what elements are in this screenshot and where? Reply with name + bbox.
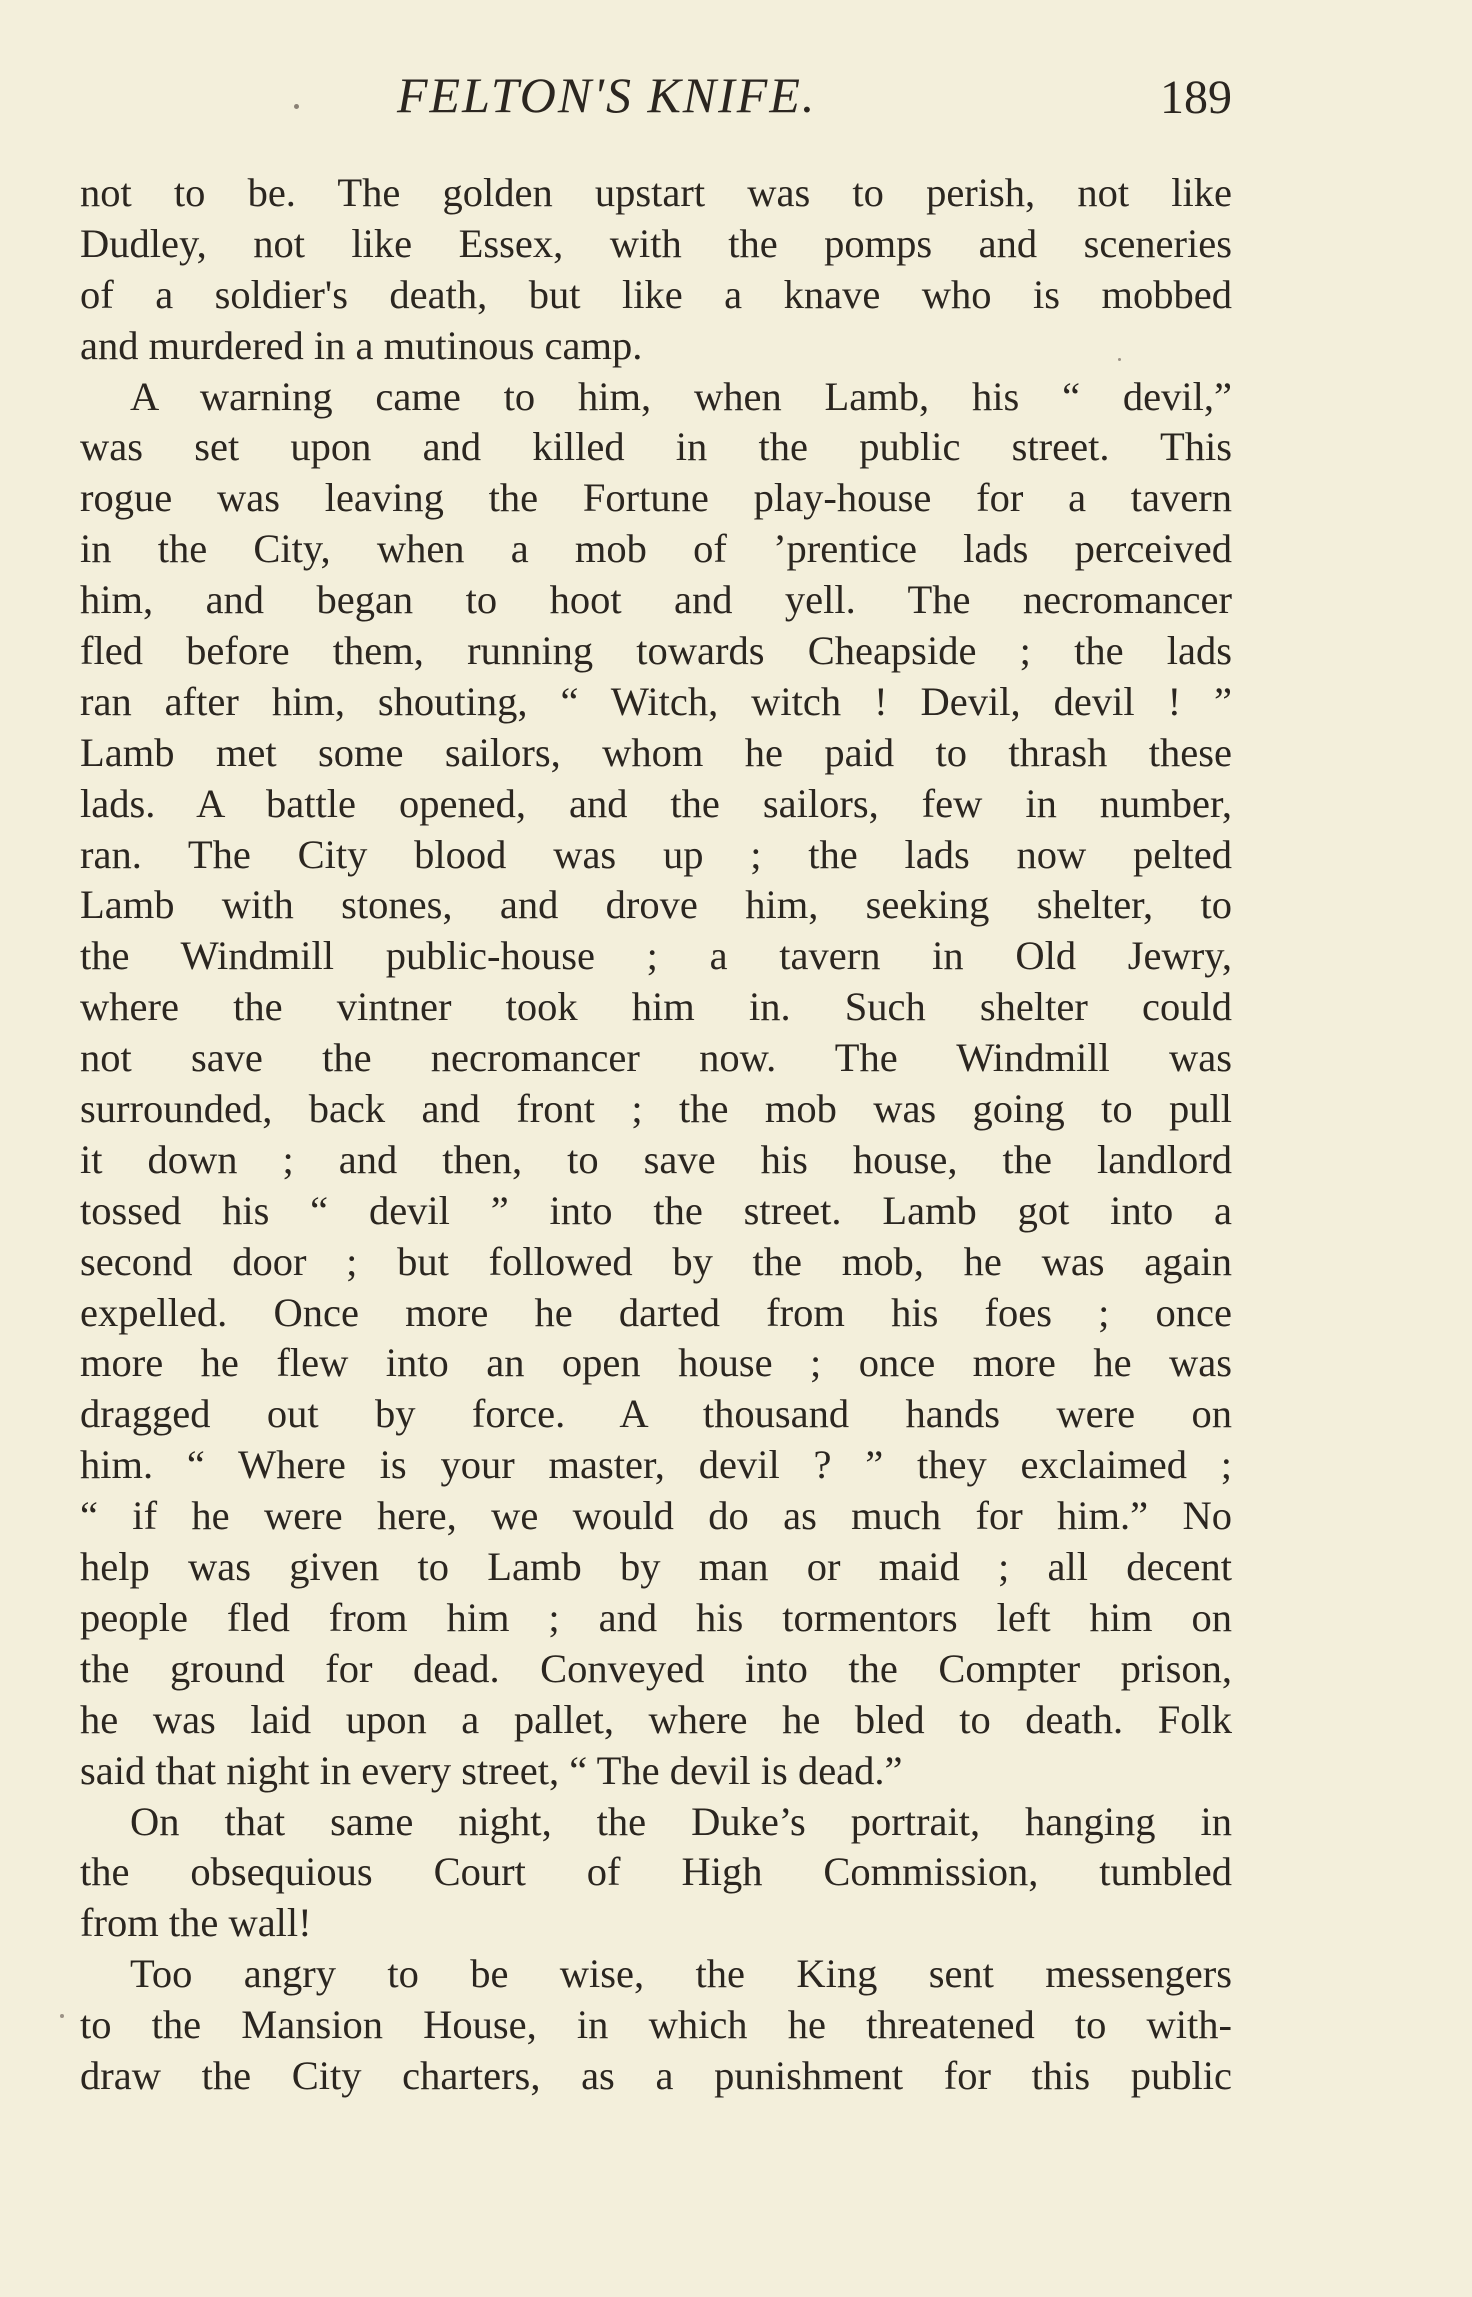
text-line: not to be. The golden upstart was to perish, not like [80,170,1232,215]
text-line: more he flew into an open house ; once more he was [80,1340,1232,1386]
text-line: to the Mansion House, in which he threatened to with- [80,2002,1232,2048]
text-line: said that night in every street, “ The devil is dead.” [80,1747,903,1793]
running-title: FELTON'S KNIFE. [397,67,817,123]
text-line: in the City, when a mob of ’prentice lads perceived [80,526,1232,572]
text-line: Lamb met some sailors, whom he paid to thrash these [80,729,1232,775]
text-line: not save the necromancer now. The Windmill was [80,1035,1232,1081]
text-line: him, and began to hoot and yell. The necromancer [80,577,1232,623]
text-line: fled before them, running towards Cheapside ; the lads [80,628,1232,674]
paper-speck [1118,358,1121,361]
text-line: second door ; but followed by the mob, he was again [80,1238,1232,1284]
text-line: lads. A battle opened, and the sailors, few in number, [80,780,1232,826]
text-line: rogue was leaving the Fortune play-house for a tavern [80,475,1232,521]
text-line: people fled from him ; and his tormentors left him on [80,1594,1232,1640]
text-line: where the vintner took him in. Such shelter could [80,984,1232,1030]
text-line: surrounded, back and front ; the mob was going to pull [80,1086,1232,1132]
text-line: the ground for dead. Conveyed into the Compter prison, [80,1645,1232,1691]
text-line: A warning came to him, when Lamb, his “ devil,” [130,373,1232,419]
text-line: Lamb with stones, and drove him, seeking shelter, to [80,882,1232,928]
text-line: the obsequious Court of High Commission, tumbled [80,1849,1232,1895]
text-line: it down ; and then, to save his house, the landlord [80,1136,1232,1182]
text-line: he was laid upon a pallet, where he bled to death. Folk [80,1696,1232,1742]
header-speck [294,104,299,109]
text-line: expelled. Once more he darted from his foes ; once [80,1289,1232,1335]
text-line: the Windmill public-house ; a tavern in Old Jewry, [80,933,1232,979]
running-header [82,66,1232,136]
text-line: and murdered in a mutinous camp. [80,322,643,368]
text-line: Too angry to be wise, the King sent messengers [130,1951,1232,1997]
paper-speck [60,2014,64,2018]
text-line: ran. The City blood was up ; the lads now pelted [80,831,1232,877]
text-line: help was given to Lamb by man or maid ; all decent [80,1544,1232,1590]
page-number: 189 [1160,71,1232,124]
text-line: ran after him, shouting, “ Witch, witch ! Devil, devil ! ” [80,678,1232,724]
text-line: On that same night, the Duke’s portrait, hanging in [130,1798,1232,1844]
text-line: tossed his “ devil ” into the street. Lamb got into a [80,1187,1232,1233]
text-line: “ if he were here, we would do as much for him.” No [80,1493,1232,1539]
text-line: of a soldier's death, but like a knave who is mobbed [80,271,1232,317]
text-line: draw the City charters, as a punishment for this public [80,2052,1232,2098]
body-text [80,168,1232,2102]
text-line: from the wall! [80,1900,312,1946]
text-line: was set upon and killed in the public street. This [80,424,1232,470]
text-line: him. “ Where is your master, devil ? ” they exclaimed ; [80,1442,1232,1488]
text-line: dragged out by force. A thousand hands were on [80,1391,1232,1437]
text-line: Dudley, not like Essex, with the pomps and sceneries [80,220,1232,266]
